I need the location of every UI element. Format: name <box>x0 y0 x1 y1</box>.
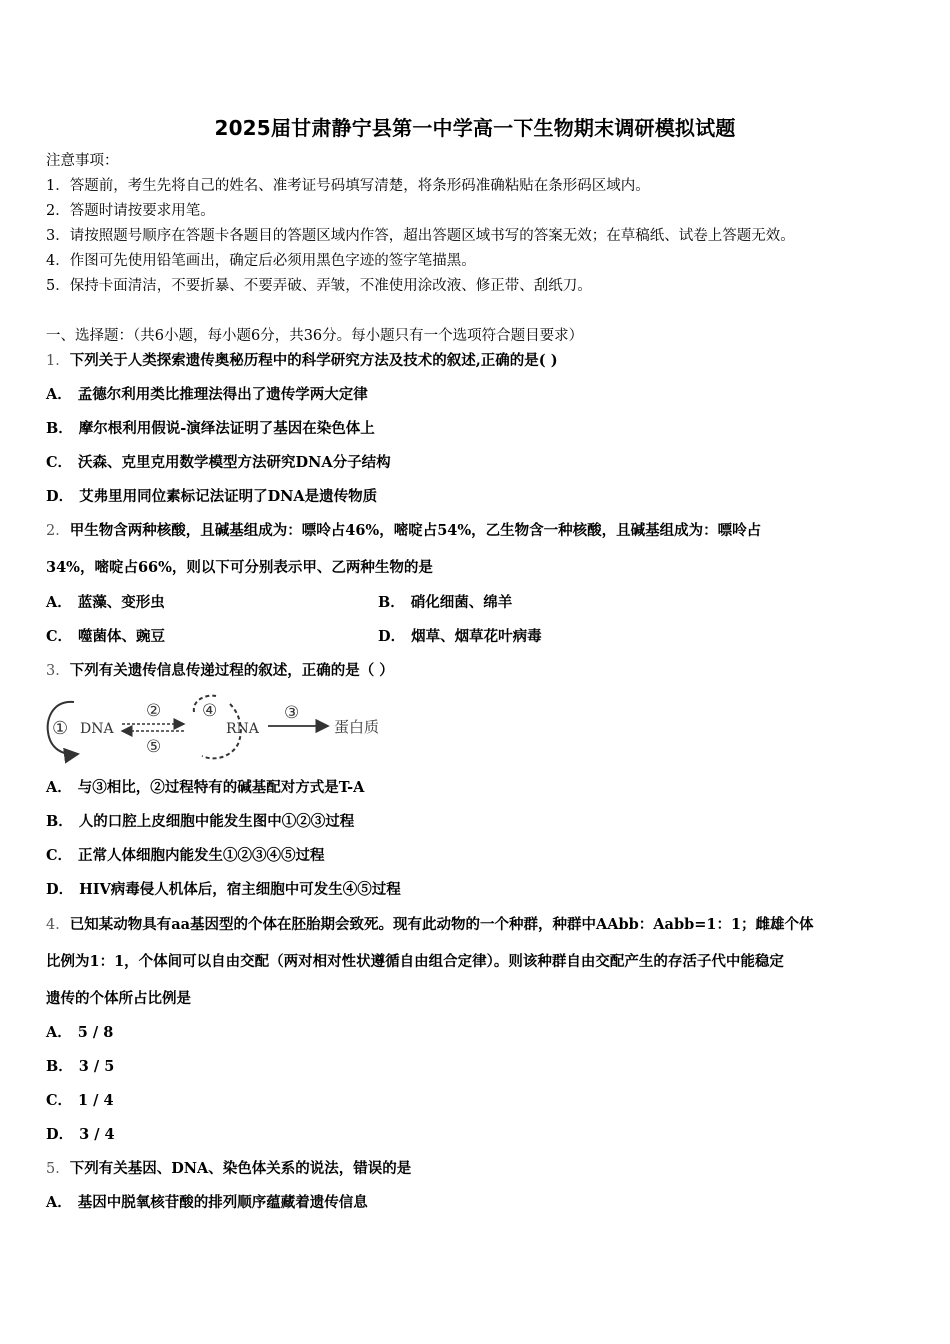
q5-option-a[interactable] <box>46 1194 368 1212</box>
option-label: C． <box>46 628 73 645</box>
option-text: 孟德尔利用类比推理法得出了遗传学两大定律 <box>77 386 368 403</box>
option-text: 正常人体细胞内能发生①②③④⑤过程 <box>78 847 325 864</box>
q1-option-c[interactable] <box>46 454 391 472</box>
question-4-stem <box>46 916 814 934</box>
question-2-stem-cont: 34%，嘧啶占66%，则以下可分别表示甲、乙两种生物的是 <box>46 559 433 576</box>
option-text: 基因中脱氧核苷酸的排列顺序蕴藏着遗传信息 <box>77 1194 368 1211</box>
circle-1-label: ① <box>52 718 69 739</box>
notice-heading: 注意事项： <box>46 153 119 169</box>
q3-option-a[interactable] <box>46 779 364 797</box>
circle-4-label: ④ <box>202 701 218 721</box>
question-2-stem <box>46 522 761 540</box>
q4-option-a[interactable] <box>46 1024 113 1042</box>
option-text: 1 / 4 <box>78 1092 114 1109</box>
option-label: A． <box>46 1194 72 1211</box>
notice-item: 2．答题时请按要求用笔。 <box>46 203 215 219</box>
question-text: 下列关于人类探索遗传奥秘历程中的科学研究方法及技术的叙述,正确的是( ) <box>69 352 558 369</box>
option-label: C． <box>46 847 73 864</box>
option-label: D． <box>46 1126 74 1143</box>
option-label: A． <box>46 386 72 403</box>
question-5-stem <box>46 1160 411 1178</box>
q2-option-c[interactable] <box>46 628 165 646</box>
option-label: A． <box>46 779 72 796</box>
option-label: B． <box>46 1058 73 1075</box>
dna-label: DNA <box>80 721 114 737</box>
circle-5-label: ⑤ <box>146 737 162 757</box>
question-text: 甲生物含两种核酸，且碱基组成为：嘌呤占46%，嘧啶占54%，乙生物含一种核酸，且碱基组成为：嘌呤占 <box>69 522 762 539</box>
option-text: HIV病毒侵人机体后，宿主细胞中可发生④⑤过程 <box>79 881 401 898</box>
question-4-stem-cont: 遗传的个体所占比例是 <box>46 990 191 1007</box>
notice-item: 4．作图可先使用铅笔画出，确定后必须用黑色字迹的签字笔描黑。 <box>46 253 476 269</box>
option-label: B． <box>46 813 73 830</box>
question-number: 1． <box>46 353 70 369</box>
option-label: D． <box>46 881 74 898</box>
q3-option-c[interactable] <box>46 847 325 865</box>
option-text: 蓝藻、变形虫 <box>77 594 165 611</box>
q1-option-a[interactable] <box>46 386 368 404</box>
question-3-stem <box>46 662 394 680</box>
q3-option-d[interactable] <box>46 881 401 899</box>
q4-option-d[interactable] <box>46 1126 115 1144</box>
option-text: 沃森、克里克用数学模型方法研究DNA分子结构 <box>78 454 391 471</box>
option-label: B． <box>46 420 73 437</box>
option-label: B． <box>378 594 405 611</box>
option-text: 烟草、烟草花叶病毒 <box>411 628 542 645</box>
question-number: 2． <box>46 523 70 539</box>
question-4-stem-cont: 比例为1：1，个体间可以自由交配（两对相对性状遵循自由组合定律）。则该种群自由交配产生的存活子代中能稳定 <box>46 953 784 970</box>
q4-option-b[interactable] <box>46 1058 114 1076</box>
option-label: D． <box>46 488 74 505</box>
notice-item: 5．保持卡面清洁，不要折暴、不要弄破、弄皱，不准使用涂改液、修正带、刮纸刀。 <box>46 278 592 294</box>
section-heading: 一、选择题：（共6小题，每小题6分，共36分。每小题只有一个选项符合题目要求） <box>46 328 584 344</box>
option-label: A． <box>46 1024 72 1041</box>
option-label: C． <box>46 1092 73 1109</box>
circle-2-label: ② <box>146 701 162 721</box>
option-text: 硝化细菌、绵羊 <box>410 594 513 611</box>
genetic-info-flow-diagram <box>44 690 394 768</box>
exam-title: 2025届甘肃静宁县第一中学高一下生物期末调研模拟试题 <box>214 116 736 140</box>
option-text: 3 / 5 <box>78 1058 115 1075</box>
question-1-stem <box>46 352 558 370</box>
option-label: A． <box>46 594 72 611</box>
q2-option-d[interactable] <box>378 628 542 646</box>
q2-option-b[interactable] <box>378 594 512 612</box>
question-text: 下列有关遗传信息传递过程的叙述，正确的是（ ） <box>69 662 394 679</box>
option-text: 艾弗里用同位素标记法证明了DNA是遗传物质 <box>79 488 378 505</box>
option-text: 摩尔根利用假说-演绎法证明了基因在染色体上 <box>78 420 375 437</box>
rna-label: RNA <box>226 721 259 737</box>
option-text: 人的口腔上皮细胞中能发生图中①②③过程 <box>78 813 355 830</box>
option-label: C． <box>46 454 73 471</box>
question-number: 3． <box>46 663 70 679</box>
circle-3-label: ③ <box>284 703 300 723</box>
option-label: D． <box>378 628 406 645</box>
q1-option-d[interactable] <box>46 488 377 506</box>
option-text: 噬菌体、豌豆 <box>78 628 166 645</box>
q4-option-c[interactable] <box>46 1092 114 1110</box>
q3-option-b[interactable] <box>46 813 354 831</box>
option-text: 与③相比，②过程特有的碱基配对方式是T-A <box>77 779 365 796</box>
notice-item: 1．答题前，考生先将自己的姓名、准考证号码填写清楚，将条形码准确粘贴在条形码区域内。 <box>46 178 650 194</box>
question-number: 5． <box>46 1161 70 1177</box>
question-number: 4． <box>46 917 70 933</box>
question-text: 下列有关基因、DNA、染色体关系的说法，错误的是 <box>69 1160 412 1177</box>
option-text: 5 / 8 <box>77 1024 114 1041</box>
question-text: 已知某动物具有aa基因型的个体在胚胎期会致死。现有此动物的一个种群，种群中AAbb：Aabb=1：1；雌雄个体 <box>69 916 814 933</box>
option-text: 3 / 4 <box>79 1126 115 1143</box>
q2-option-a[interactable] <box>46 594 165 612</box>
q1-option-b[interactable] <box>46 420 375 438</box>
protein-label: 蛋白质 <box>334 718 380 736</box>
notice-item: 3．请按照题号顺序在答题卡各题目的答题区域内作答，超出答题区域书写的答案无效；在草稿纸、试卷上答题无效。 <box>46 228 795 244</box>
